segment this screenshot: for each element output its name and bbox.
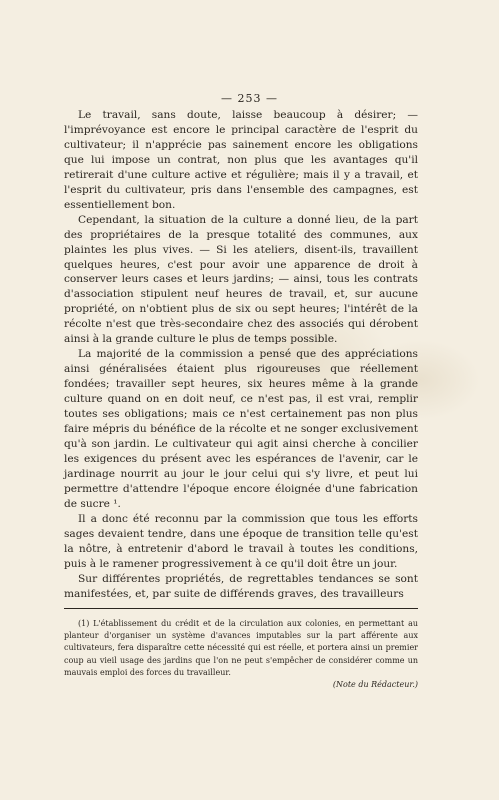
page-number: — 253 —	[221, 92, 278, 105]
footnote	[64, 618, 418, 691]
footnote-divider	[64, 608, 418, 609]
paragraph-3: La majorité de la commission a pensé que des appréciations ainsi généralisées étaient plus rigoureuses que réellement fondées; travailler sept heures, six heures même à la grande culture quand on en doit neuf, ce n'est pas, il est vrai, remplir toutes ses obligations; mais ce n'est certainement pas non plus faire mépris du bénéfice de la récolte et ne songer exclusivement qu'à son jardin. Le cultivateur qui agit ainsi cherche à concilier les exigences du présent avec les espérances de l'avenir, car le jardinage nourrit au jour le jour celui qui s'y livre, et peut lui permettre d'attendre l'époque encore éloignée d'une fabrication de sucre ¹.	[64, 348, 418, 510]
paragraph-2: Cependant, la situation de la culture a donné lieu, de la part des propriétaires de la presque totalité des communes, aux plaintes les plus vives. — Si les ateliers, disent-ils, travaillent quelques heures, c'est pour avoir une apparence de droit à conserver leurs cases et leurs jardins; — ainsi, tous les contrats d'association stipulent neuf heures de travail, et, sur aucune propriété, on n'obtient plus de six ou sept heures; l'intérêt de la récolte n'est que très-secondaire chez des associés qui dérobent ainsi à la grande culture le plus de temps possible.	[64, 213, 418, 346]
paragraph-5: Sur différentes propriétés, de regrettables tendances se sont manifestées, et, par suite de différends graves, des travailleurs	[64, 572, 418, 600]
footnote-text: (1) L'établissement du crédit et de la circulation aux colonies, en permettant au planteur d'organiser un système d'avances imputables sur la part afférente aux cultivateurs, fera disparaître cette nécessité qui est réelle, et portera ainsi un premier coup au vieil usage des jardins que l'on ne peut s'empêcher de considérer comme un mauvais emploi des forces du travailleur.	[64, 619, 418, 677]
footnote-signature: (Note du Rédacteur.)	[332, 680, 418, 690]
paragraph-1: Le travail, sans doute, laisse beaucoup à désirer; — l'imprévoyance est encore le principal caractère de l'esprit du cultivateur; il n'apprécie pas sainement encore les obligations que lui impose un contrat, non plus que les avantages qu'il retirerait d'une culture active et régulière; mais il y a travail, et l'esprit du cultivateur, pris dans l'ensemble des campagnes, est essentiellement bon.	[64, 109, 418, 211]
body-text	[64, 108, 418, 601]
paragraph-4: Il a donc été reconnu par la commission que tous les efforts sages devaient tendre, dans une époque de transition telle qu'est la nôtre, à entretenir d'abord le travail à toutes les conditions, puis à le ramener progressivement à ce qu'il doit être un jour.	[64, 512, 418, 570]
